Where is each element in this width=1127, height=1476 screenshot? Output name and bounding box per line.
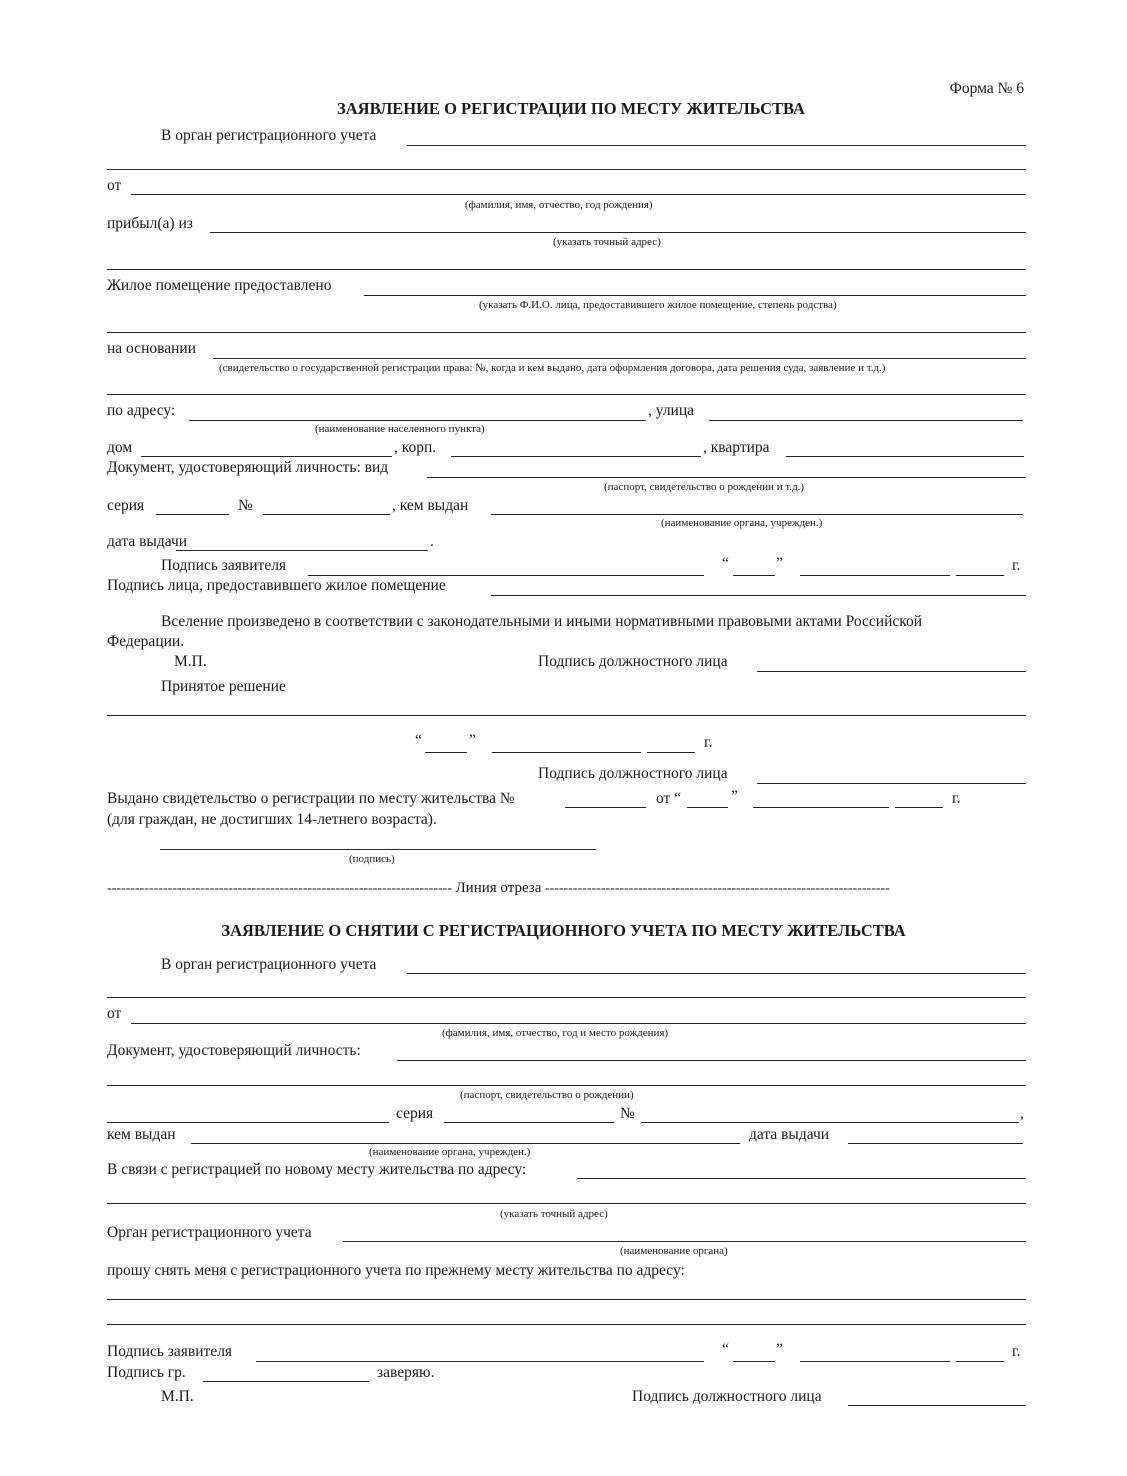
minors-note: (для граждан, не достигших 14-летнего возраста). (107, 811, 437, 828)
field-number-2[interactable] (641, 1122, 1019, 1123)
settlement-text-2: Федерации. (107, 633, 185, 650)
label-series-2: серия (396, 1105, 434, 1122)
label-basis: на основании (107, 340, 196, 357)
label-request: прошу снять меня с регистрационного учета по прежнему месту жительства по адресу: (107, 1262, 685, 1279)
field-day[interactable] (733, 575, 775, 576)
field-decision-year[interactable] (647, 752, 695, 753)
field-decision-day[interactable] (425, 752, 467, 753)
label-provider-signature: Подпись лица, предоставившего жилое помещение (107, 577, 446, 594)
label-from: от (107, 177, 122, 194)
field-settlement[interactable] (189, 420, 646, 421)
label-decision: Принятое решение (161, 678, 286, 695)
label-from-date: от “ (656, 790, 682, 807)
comma: , (1020, 1105, 1024, 1122)
label-from-2: от (107, 1005, 122, 1022)
label-arrived-from: прибыл(а) из (107, 215, 193, 232)
field-doc-type-2[interactable] (107, 1122, 389, 1123)
field-year[interactable] (956, 575, 1004, 576)
part1-title: ЗАЯВЛЕНИЕ О РЕГИСТРАЦИИ ПО МЕСТУ ЖИТЕЛЬСТВА (337, 99, 805, 118)
field-id-doc-2[interactable] (397, 1060, 1026, 1061)
hint-signature: (подпись) (349, 853, 395, 865)
field-issued-by-2[interactable] (191, 1143, 740, 1144)
quote-close-2: ” (469, 732, 476, 749)
quote-close: ” (776, 555, 783, 572)
field-certificate-month[interactable] (753, 807, 889, 808)
field-month[interactable] (800, 575, 950, 576)
period: . (430, 533, 434, 550)
label-issued-by-2: кем выдан (107, 1126, 176, 1143)
label-issue-date: дата выдачи (107, 533, 188, 550)
field-issued-by[interactable] (491, 514, 1023, 515)
quote-close-4: ” (776, 1341, 783, 1358)
field-arrived-from[interactable] (210, 232, 1026, 233)
label-issued-by: , кем выдан (392, 497, 469, 514)
cut-line-label: Линия отреза (455, 881, 542, 896)
hint-issued-by: (наименование органа, учрежден.) (661, 517, 823, 529)
label-housing-provided: Жилое помещение предоставлено (107, 277, 332, 294)
field-new-address[interactable] (577, 1178, 1026, 1179)
field-year-2[interactable] (956, 1361, 1004, 1362)
field-to-authority[interactable] (407, 145, 1026, 146)
field-series-2[interactable] (444, 1122, 614, 1123)
cut-line-dashes-right: -------------------------------------------------------------------------- (544, 881, 890, 896)
quote-open-2: “ (415, 732, 422, 749)
field-old-address[interactable] (107, 1299, 1026, 1300)
label-number-sign-2: № (620, 1105, 635, 1122)
label-official-signature-3: Подпись должностного лица (632, 1388, 822, 1405)
label-address: по адресу: (107, 402, 176, 419)
form-number: Форма № 6 (949, 80, 1024, 97)
field-citizen-signature[interactable] (203, 1381, 369, 1382)
field-provider-signature[interactable] (491, 595, 1026, 596)
field-issue-date-2[interactable] (848, 1143, 1023, 1144)
hint-housing-provided: (указать Ф.И.О. лица, предоставившего жилое помещение, степень родства) (479, 299, 837, 311)
field-to-authority-2[interactable] (407, 973, 1026, 974)
field-new-address-line2[interactable] (107, 1203, 1026, 1204)
field-official-signature-2[interactable] (757, 783, 1026, 784)
label-applicant-signature-2: Подпись заявителя (107, 1343, 233, 1360)
field-applicant-signature[interactable] (308, 575, 704, 576)
stamp-label-2: М.П. (161, 1388, 194, 1405)
label-official-signature: Подпись должностного лица (538, 653, 728, 670)
part2-title: ЗАЯВЛЕНИЕ О СНЯТИИ С РЕГИСТРАЦИОННОГО УЧЕТА ПО МЕСТУ ЖИТЕЛЬСТВА (221, 921, 906, 940)
field-basis-line2[interactable] (107, 394, 1026, 395)
hint-authority-2: (наименование органа) (620, 1245, 728, 1257)
hint-arrived-from: (указать точный адрес) (553, 236, 661, 248)
field-official-signature-3[interactable] (848, 1405, 1026, 1406)
label-certificate-issued: Выдано свидетельство о регистрации по месту жительства № (107, 790, 515, 807)
label-number-sign: № (238, 497, 253, 514)
label-official-signature-2: Подпись должностного лица (538, 765, 728, 782)
field-day-2[interactable] (733, 1361, 775, 1362)
field-to-authority-line2[interactable] (107, 169, 1026, 170)
cut-line-dashes-left: -------------------------------------------------------------------------- (107, 881, 452, 896)
hint-issued-by-2: (наименование органа, учрежден.) (369, 1146, 531, 1158)
field-housing-provided-line2[interactable] (107, 332, 1026, 333)
quote-open: “ (722, 555, 729, 572)
year-suffix-4: г. (1012, 1343, 1021, 1360)
field-number[interactable] (263, 514, 390, 515)
field-certificate-year[interactable] (895, 807, 943, 808)
field-housing-provided[interactable] (364, 295, 1026, 296)
hint-settlement: (наименование населенного пункта) (315, 423, 485, 435)
quote-close-3: ” (731, 788, 738, 805)
hint-from-2: (фамилия, имя, отчество, год и место рождения) (442, 1027, 669, 1039)
field-id-doc-kind[interactable] (427, 477, 1026, 478)
field-applicant-signature-2[interactable] (256, 1361, 704, 1362)
label-house: дом (107, 439, 133, 456)
settlement-text-1: Вселение произведено в соответствии с законодательными и иными нормативными правовыми актами Российской (161, 613, 923, 630)
field-street[interactable] (709, 420, 1023, 421)
quote-open-4: “ (722, 1341, 729, 1358)
label-to-authority: В орган регистрационного учета (161, 127, 377, 144)
field-to-authority-2-line2[interactable] (107, 997, 1026, 998)
year-suffix: г. (1012, 557, 1021, 574)
label-certify: заверяю. (377, 1364, 435, 1381)
field-id-doc-2-line2[interactable] (107, 1085, 1026, 1086)
hint-id-doc-2: (паспорт, свидетельство о рождении) (460, 1089, 634, 1101)
field-house[interactable] (141, 456, 392, 457)
field-building[interactable] (451, 456, 701, 457)
hint-basis: (свидетельство о государственной регистрации права: №, когда и кем выдано, дата оформления договора, дата решения суда, заявление и т.д.) (219, 362, 886, 374)
field-arrived-from-line2[interactable] (107, 269, 1026, 270)
field-decision[interactable] (107, 715, 1026, 716)
field-official-signature[interactable] (757, 671, 1026, 672)
hint-id-doc: (паспорт, свидетельство о рождении и т.д.) (604, 481, 805, 493)
year-suffix-3: г. (952, 790, 961, 807)
field-decision-month[interactable] (492, 752, 641, 753)
label-building: , корп. (394, 439, 437, 456)
cut-line (107, 881, 1024, 896)
label-new-address: В связи с регистрацией по новому месту жительства по адресу: (107, 1161, 527, 1178)
label-to-authority-2: В орган регистрационного учета (161, 956, 377, 973)
field-from[interactable] (131, 194, 1026, 195)
label-citizen-signature: Подпись гр. (107, 1364, 186, 1381)
label-applicant-signature: Подпись заявителя (161, 557, 287, 574)
field-series[interactable] (156, 514, 229, 515)
hint-from: (фамилия, имя, отчество, год рождения) (465, 199, 653, 211)
field-from-2[interactable] (131, 1023, 1026, 1024)
field-apartment[interactable] (786, 456, 1024, 457)
hint-new-address: (указать точный адрес) (500, 1208, 608, 1220)
year-suffix-2: г. (704, 734, 713, 751)
field-basis[interactable] (213, 358, 1026, 359)
label-issue-date-2: дата выдачи (749, 1126, 830, 1143)
field-authority-2[interactable] (343, 1241, 1026, 1242)
label-id-doc-kind: Документ, удостоверяющий личность: вид (107, 459, 389, 476)
field-certificate-day[interactable] (687, 807, 728, 808)
label-series: серия (107, 497, 145, 514)
field-issue-date[interactable] (176, 550, 428, 551)
label-authority-2: Орган регистрационного учета (107, 1224, 312, 1241)
label-street: , улица (648, 402, 695, 419)
field-signature[interactable] (160, 849, 596, 850)
label-apartment: , квартира (703, 439, 770, 456)
label-id-doc-2: Документ, удостоверяющий личность: (107, 1042, 361, 1059)
field-month-2[interactable] (800, 1361, 950, 1362)
field-certificate-number[interactable] (565, 807, 646, 808)
stamp-label: М.П. (174, 653, 207, 670)
field-old-address-line2[interactable] (107, 1324, 1026, 1325)
